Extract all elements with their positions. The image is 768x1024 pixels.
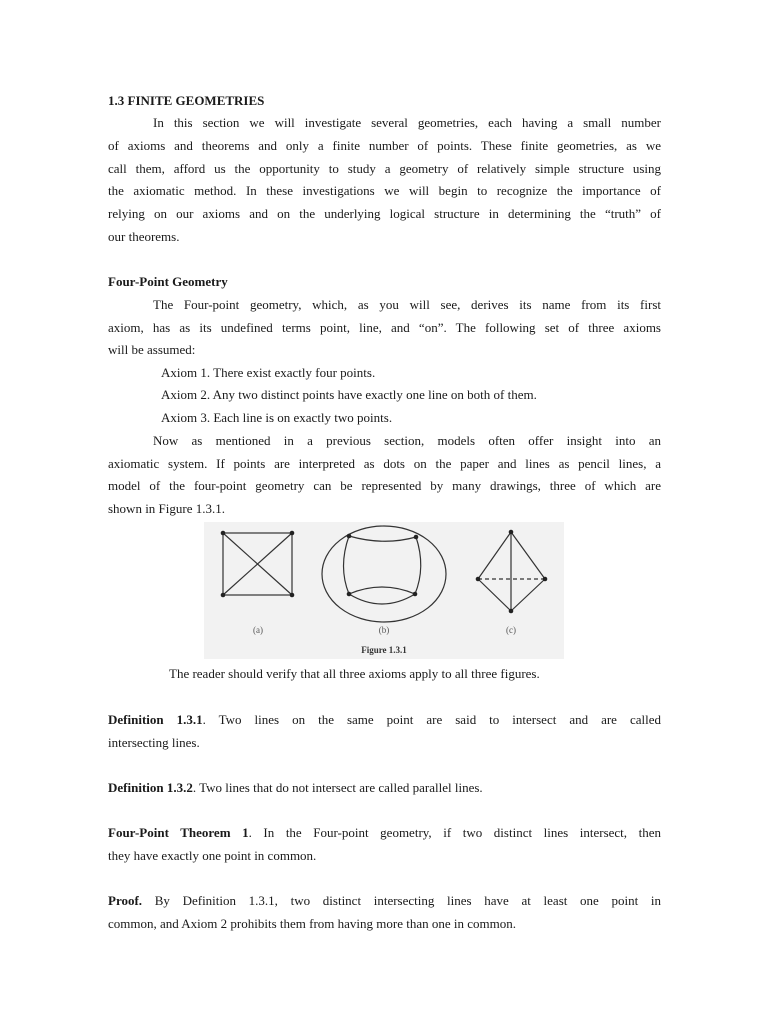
figure-b-bottom-curve-1 [349,587,415,594]
theorem-text: . In the Four-point geometry, if two distinct lines intersect, then [248,825,661,840]
figure-a-point [290,593,295,598]
figure-b-outer-curve [322,526,446,622]
theorem-line-2: they have exactly one point in common. [108,848,317,863]
subsection-title: Four-Point Geometry [108,274,228,289]
fp-line-3: will be assumed: [108,342,196,357]
figure-b-right-curve [415,537,421,594]
axiom-1: Axiom 1. There exist exactly four points. [161,365,376,380]
axiom-3: Axiom 3. Each line is on exactly two points. [161,410,393,425]
intro-line-6: our theorems. [108,229,180,244]
proof-line-1 [108,893,661,909]
intro-line-4: the axiomatic method. In these investigations we will begin to recognize the importance of [108,183,661,198]
figure-label-c: (c) [506,625,516,635]
intro-line-2: of axioms and theorems and only a finite number of points. These finite geometries, as we [108,138,661,153]
fp-line-1: The Four-point geometry, which, as you will see, derives its name from its first [153,297,661,312]
figure-b-point [347,534,352,539]
definition-1-line-2: intersecting lines. [108,735,200,750]
figure-b-drawing [322,526,446,622]
section-title: 1.3 FINITE GEOMETRIES [108,93,265,108]
axiom-2: Axiom 2. Any two distinct points have exactly one line on both of them. [161,387,537,402]
figure-c-edge [511,532,545,579]
figure-drawing [204,522,564,659]
definition-1-text: . Two lines on the same point are said to intersect and are called [202,712,661,727]
fp-line-2: axiom, has as its undefined terms point, line, and “on”. The following set of three axioms [108,320,661,335]
figure-c-edge [478,579,511,611]
figure-c-point [509,609,514,614]
figure-label-a: (a) [253,625,263,635]
proof-label: Proof. [108,893,143,908]
figure-c-drawing [478,532,545,611]
definition-1-label: Definition 1.3.1 [108,712,203,727]
model-line-1: Now as mentioned in a previous section, models often offer insight into an [153,433,661,448]
figure-label-b: (b) [378,625,390,635]
figure-a-point [290,531,295,536]
figure-c-edge [478,532,511,579]
figure-b-point [414,535,419,540]
proof-line-2: common, and Axiom 2 prohibits them from having more than one in common. [108,916,516,931]
figure-a-point [221,593,226,598]
figure-c-point [476,577,481,582]
definition-1-line-1 [108,712,661,728]
model-line-2: axiomatic system. If points are interpreted as dots on the paper and lines as pencil lines, a [108,456,661,471]
definition-2 [108,780,483,796]
figure-a-drawing [223,533,292,595]
intro-line-5: relying on our axioms and on the underlying logical structure in determining the “truth” of [108,206,661,221]
figure-c-edge [511,579,545,611]
model-line-3: model of the four-point geometry can be represented by many drawings, three of which are [108,478,661,493]
figure-c-point [543,577,548,582]
figure-1-3-1 [204,522,564,659]
figure-a-point [221,531,226,536]
intro-line-3: call them, afford us the opportunity to study a geometry of relatively simple structure using [108,161,661,176]
figure-b-bottom-curve-2 [349,594,415,604]
intro-line-1: In this section we will investigate several geometries, each having a small number [153,115,661,130]
figure-b-point [413,592,418,597]
figure-b-top-curve [349,536,416,541]
proof-text: By Definition 1.3.1, two distinct intersecting lines have at least one point in [142,893,661,908]
figure-b-left-curve [344,536,350,594]
definition-2-text: . Two lines that do not intersect are called parallel lines. [192,780,483,795]
definition-2-label: Definition 1.3.2 [108,780,193,795]
model-line-4: shown in Figure 1.3.1. [108,501,225,516]
verify-line: The reader should verify that all three axioms apply to all three figures. [169,666,540,681]
theorem-label: Four-Point Theorem 1 [108,825,249,840]
figure-b-point [347,592,352,597]
figure-caption: Figure 1.3.1 [361,645,407,655]
figure-c-point [509,530,514,535]
theorem-line-1 [108,825,661,841]
